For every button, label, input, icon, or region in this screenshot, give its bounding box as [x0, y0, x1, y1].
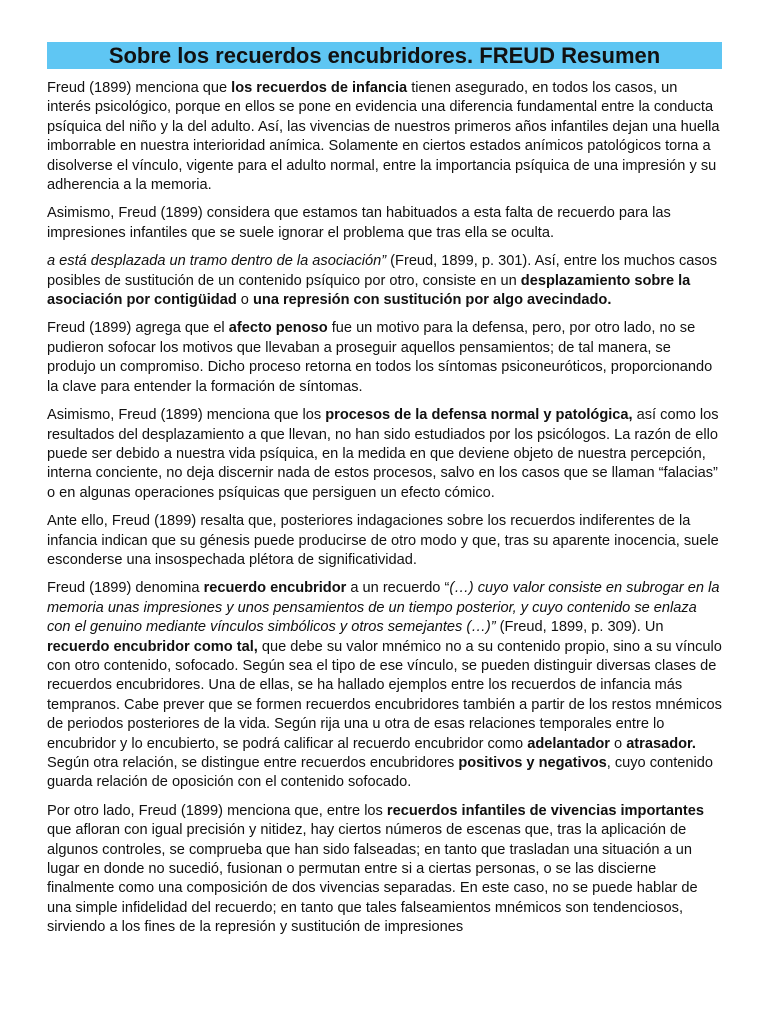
- paragraph: [47, 802, 722, 938]
- text-run: o: [609, 735, 627, 752]
- text-run: que afloran con igual precisión y nitidez, hay ciertos números de escenas que, tras la aplicación de algunos controles, se comprueba que han sido falseadas; en tanto que trasladan una situación a un lugar en donde no sucedió, fusionan o permutan entre si a ciertas personas, o se las discierne finalmente como una composición de dos vivencias separadas. En este caso, no se puede hablar de una simple infidelidad del recuerdo; en tanto que tales falseamientos mnémicos son tendenciosos, sirviendo a los fines de la represión y sustitución de impresiones: [47, 822, 698, 936]
- bold-text: los recuerdos de infancia: [231, 80, 408, 96]
- text-run: (Freud, 1899, p. 301). Así, entre los muchos casos posibles de sustitución de un contenido psíquico por otro, consiste en un: [47, 253, 718, 289]
- bold-text: adelantador: [527, 735, 610, 752]
- text-run: Freud (1899) agrega que el: [47, 320, 229, 337]
- text-run: Ante ello, Freud (1899) resalta que, posteriores indagaciones sobre los recuerdos indiferentes de la infancia indican que su génesis puede producirse de otro modo y que, tras su aparente inocencia, suele esconderse una insospechada plétora de significatividad.: [47, 513, 719, 568]
- bold-text: una represión con sustitución por algo avecindado.: [252, 292, 612, 309]
- paragraph: [47, 406, 722, 503]
- bold-text: procesos de la defensa normal y patológica,: [325, 407, 633, 424]
- text-run: o: [236, 292, 253, 309]
- document-title: Sobre los recuerdos encubridores. FREUD Resumen: [47, 42, 722, 69]
- bold-text: atrasador.: [626, 735, 696, 752]
- paragraph: [47, 79, 722, 195]
- text-run: así como los resultados del desplazamiento a que llevan, no han sido estudiados por los psicólogos. La razón de ello puede ser debido a nuestra vida psíquica, en la medida en que deviene objeto de nuestra percepción, interna conciente, no deja discernir nada de estos procesos, salvo en los casos que se llaman “falacias” o en algunas operaciones psíquicas que persiguen un efecto cómico.: [47, 407, 719, 501]
- text-run: que debe su valor mnémico no a su contenido propio, sino a su vínculo con otro contenido, sofocado. Según sea el tipo de ese vínculo, se pueden distinguir diversas clases de recuerdos encubridores. Una de ellas, se ha hallado ejemplos entre los recuerdos de infancia más tempranos. Cabe prever que se formen recuerdos encubridores también a partir de los restos mnémicos de periodos posteriores de la vida. Según rija una u otra de esas relaciones temporales entre lo encubridor y lo encubierto, se podrá calificar al recuerdo encubridor como: [47, 638, 722, 752]
- paragraph: [47, 204, 722, 243]
- bold-text: desplazamiento sobre la asociación por contigüidad: [47, 272, 691, 309]
- bold-text: recuerdos infantiles de vivencias importantes: [386, 802, 705, 819]
- text-run: (Freud, 1899, p. 309). Un: [495, 619, 664, 636]
- text-run: Asimismo, Freud (1899) considera que estamos tan habituados a esta falta de recuerdo para las impresiones infantiles que se suele ignorar el problema que tras ella se oculta.: [47, 205, 671, 241]
- italic-text: (…) cuyo valor consiste en subrogar en la memoria unas impresiones y unos pensamientos de un tiempo posterior, y cuyo contenido se enlaza con el genuino mediante vínculos simbólicos y otros semejantes (…)”: [47, 580, 720, 636]
- text-run: , cuyo contenido guarda relación de oposición con el contenido sofocado.: [47, 755, 714, 791]
- text-run: fue un motivo para la defensa, pero, por otro lado, no se pudieron sofocar los motivos que llevaban a proseguir aquellos pensamientos; de tal manera, se produjo un compromiso. Dicho proceso retorna en todos los síntomas psiconeuróticos, proporcionando la clave para entender la formación de síntomas.: [47, 320, 713, 395]
- text-run: Por otro lado, Freud (1899) menciona que, entre los: [47, 802, 387, 819]
- text-run: tienen asegurado, en todos los casos, un interés psicológico, porque en ellos se pone en evidencia una diferencia fundamental entre la conducta psíquica del niño y la del adulto. Así, las vivencias de nuestros primeros años infantiles dejan una huella imborrable en nuestra interioridad anímica. Solamente en ciertos estados anímicos patológicos torna a disolverse el vínculo, vigente para el adulto normal, entre la importancia psíquica de una impresión y su adherencia a la memoria.: [47, 80, 720, 194]
- paragraph: [47, 319, 722, 397]
- text-run: Según otra relación, se distingue entre recuerdos encubridores: [47, 755, 459, 771]
- text-run: Asimismo, Freud (1899) menciona que los: [47, 407, 326, 424]
- text-run: Freud (1899) menciona que: [47, 80, 232, 96]
- text-run: a un recuerdo “: [346, 580, 450, 597]
- bold-text: afecto penoso: [228, 320, 328, 337]
- paragraph: [47, 512, 722, 570]
- bold-text: recuerdo encubridor como tal,: [47, 638, 258, 655]
- text-run: Freud (1899) denomina: [47, 580, 204, 597]
- bold-text: positivos y negativos: [458, 755, 607, 771]
- bold-text: recuerdo encubridor: [203, 580, 347, 597]
- document-body: [47, 79, 722, 938]
- italic-text: a está desplazada un tramo dentro de la asociación”: [47, 253, 387, 270]
- paragraph: [47, 252, 722, 310]
- paragraph: [47, 579, 722, 792]
